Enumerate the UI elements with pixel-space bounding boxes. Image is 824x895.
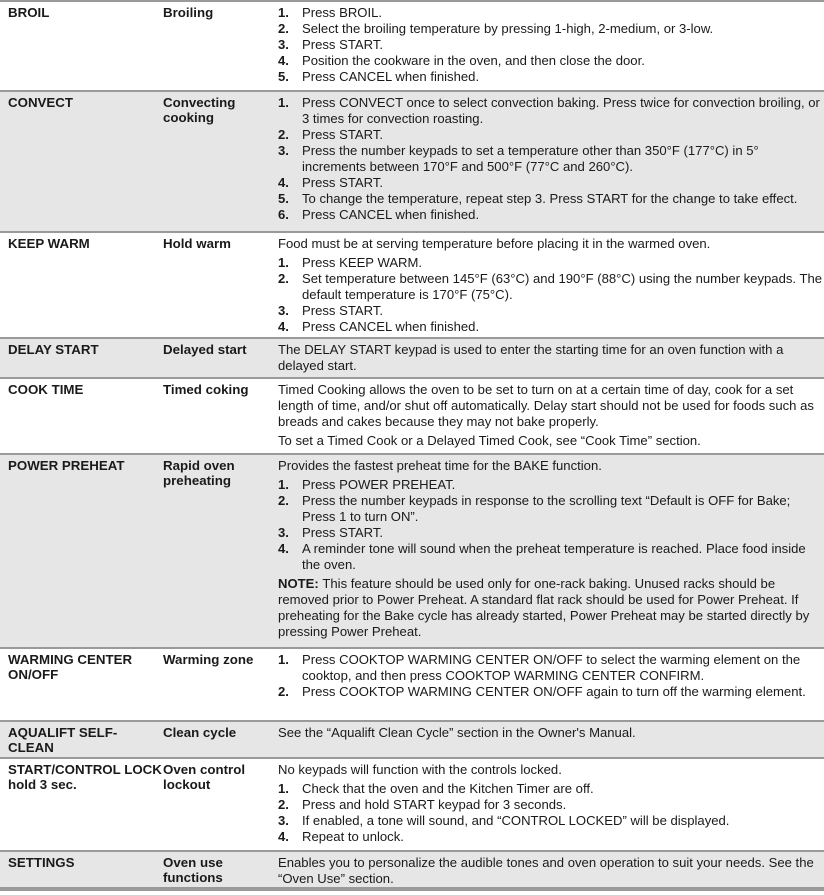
step-number: 2. (278, 127, 289, 142)
table-row (0, 0, 824, 90)
keypad-name: START/CONTROL LOCK hold 3 sec. (8, 762, 162, 792)
step-number: 2. (278, 493, 289, 508)
step-number: 1. (278, 781, 289, 796)
step-number: 6. (278, 207, 289, 222)
step-text: Press CANCEL when finished. (302, 319, 480, 334)
step-item (278, 652, 822, 684)
table-row (0, 647, 824, 720)
step-text: To change the temperature, repeat step 3. Press START for the change to take effect. (302, 191, 798, 206)
step-item (278, 781, 822, 797)
intro-text: The DELAY START keypad is used to enter the starting time for an oven function with a delayed start. (278, 342, 784, 373)
step-text: Press CANCEL when finished. (302, 207, 480, 222)
feature-name: Oven use functions (163, 855, 223, 885)
step-item (278, 525, 822, 541)
step-number: 4. (278, 829, 289, 844)
step-text: Set temperature between 145°F (63°C) and 190°F (88°C) using the number keypads. The default temperature is 170°F (75°C). (302, 271, 823, 302)
keypad-name: KEEP WARM (8, 236, 90, 251)
keypad-name: SETTINGS (8, 855, 75, 870)
instructions (270, 722, 824, 757)
steps-list (278, 781, 822, 845)
step-number: 2. (278, 21, 289, 36)
step-number: 1. (278, 255, 289, 270)
instructions (270, 233, 824, 337)
instructions (270, 649, 824, 720)
step-item (278, 5, 822, 21)
step-number: 2. (278, 271, 289, 286)
step-item (278, 37, 822, 53)
table-row (0, 90, 824, 231)
step-number: 2. (278, 797, 289, 812)
instructions (270, 92, 824, 231)
note-text: NOTE: This feature should be used only for one-rack baking. Unused racks should be removed prior to Power Preheat. A standard flat rack should be used for Power Preheat. If preheating for the Bake cycle has already started, Power Preheat may be started directly by pressing Power Preheat. (278, 576, 810, 639)
step-text: Press BROIL. (302, 5, 383, 20)
step-number: 4. (278, 319, 289, 334)
step-text: Press START. (302, 37, 384, 52)
step-item (278, 191, 822, 207)
step-item (278, 684, 822, 700)
step-item (278, 175, 822, 191)
step-item (278, 207, 822, 223)
table-row (0, 231, 824, 337)
step-item (278, 69, 822, 85)
keypad-name: BROIL (8, 5, 50, 20)
instructions (270, 339, 824, 377)
step-item (278, 303, 822, 319)
step-item (278, 829, 822, 845)
step-number: 4. (278, 541, 289, 556)
keypad-name: DELAY START (8, 342, 99, 357)
step-item (278, 477, 822, 493)
feature-name: Hold warm (163, 236, 231, 251)
step-text: Press START. (302, 303, 384, 318)
step-text: If enabled, a tone will sound, and “CONTROL LOCKED” will be displayed. (302, 813, 730, 828)
step-number: 5. (278, 191, 289, 206)
step-text: Press COOKTOP WARMING CENTER ON/OFF to select the warming element on the cooktop, and then press COOKTOP WARMING CENTER CONFIRM. (302, 652, 801, 683)
step-text: Press KEEP WARM. (302, 255, 423, 270)
step-number: 1. (278, 652, 289, 667)
instructions (270, 379, 824, 453)
step-number: 3. (278, 525, 289, 540)
step-text: Press CANCEL when finished. (302, 69, 480, 84)
keypad-name: WARMING CENTER ON/OFF (8, 652, 133, 682)
keypad-name: POWER PREHEAT (8, 458, 125, 473)
step-item (278, 797, 822, 813)
table-row (0, 453, 824, 647)
table-row (0, 850, 824, 887)
table-row (0, 337, 824, 377)
step-text: Press and hold START keypad for 3 seconds. (302, 797, 567, 812)
step-number: 3. (278, 813, 289, 828)
note-label: NOTE: (278, 576, 323, 591)
step-number: 4. (278, 53, 289, 68)
step-number: 1. (278, 5, 289, 20)
step-item (278, 53, 822, 69)
steps-list (278, 5, 822, 85)
intro-text: Food must be at serving temperature before placing it in the warmed oven. (278, 236, 711, 251)
step-item (278, 127, 822, 143)
step-text: Press POWER PREHEAT. (302, 477, 456, 492)
step-number: 3. (278, 143, 289, 158)
keypad-name: COOK TIME (8, 382, 84, 397)
step-text: Repeat to unlock. (302, 829, 404, 844)
intro-text: No keypads will function with the controls locked. (278, 762, 562, 777)
step-text: Position the cookware in the oven, and then close the door. (302, 53, 645, 68)
instructions (270, 455, 824, 647)
feature-name: Broiling (163, 5, 214, 20)
table-row (0, 720, 824, 757)
step-number: 4. (278, 175, 289, 190)
step-number: 3. (278, 37, 289, 52)
step-text: Press START. (302, 175, 384, 190)
intro-text: Provides the fastest preheat time for the BAKE function. (278, 458, 602, 473)
table-bottom-rule (0, 887, 824, 891)
step-item (278, 95, 822, 127)
intro-text: Timed Cooking allows the oven to be set to turn on at a certain time of day, cook for a set length of time, and/or shut off automatically. Delay start should not be used for foods such as breads and cakes because they may not bake properly. (278, 382, 814, 429)
note-text: To set a Timed Cook or a Delayed Timed Cook, see “Cook Time” section. (278, 433, 701, 448)
step-number: 1. (278, 477, 289, 492)
feature-name: Timed coking (163, 382, 249, 397)
step-text: Press CONVECT once to select convection baking. Press twice for convection broiling, or 3 times for convection roasting. (302, 95, 820, 126)
step-item (278, 255, 822, 271)
step-text: Press COOKTOP WARMING CENTER ON/OFF again to turn off the warming element. (302, 684, 806, 699)
instructions (270, 852, 824, 887)
step-text: Select the broiling temperature by pressing 1-high, 2-medium, or 3-low. (302, 21, 714, 36)
steps-list (278, 255, 822, 335)
step-number: 2. (278, 684, 289, 699)
feature-name: Rapid oven preheating (163, 458, 235, 488)
step-text: Press START. (302, 127, 384, 142)
step-item (278, 143, 822, 175)
feature-name: Clean cycle (163, 725, 237, 740)
feature-name: Delayed start (163, 342, 247, 357)
step-item (278, 271, 822, 303)
feature-name: Convecting cooking (163, 95, 236, 125)
step-text: A reminder tone will sound when the preheat temperature is reached. Place food inside the oven. (302, 541, 806, 572)
intro-text: Enables you to personalize the audible tones and oven operation to suit your needs. See the “Oven Use” section. (278, 855, 814, 886)
step-text: Check that the oven and the Kitchen Timer are off. (302, 781, 594, 796)
instructions (270, 759, 824, 850)
step-item (278, 493, 822, 525)
keypad-name: AQUALIFT SELF-CLEAN (8, 725, 118, 755)
step-number: 5. (278, 69, 289, 84)
step-text: Press the number keypads in response to the scrolling text “Default is OFF for Bake; Press 1 to turn ON”. (302, 493, 791, 524)
intro-text: See the “Aqualift Clean Cycle” section in the Owner's Manual. (278, 725, 636, 740)
steps-list (278, 477, 822, 573)
feature-name: Oven control lockout (163, 762, 246, 792)
step-number: 3. (278, 303, 289, 318)
steps-list (278, 95, 822, 223)
step-item (278, 541, 822, 573)
instructions (270, 2, 824, 90)
keypad-name: CONVECT (8, 95, 74, 110)
step-text: Press START. (302, 525, 384, 540)
step-text: Press the number keypads to set a temperature other than 350°F (177°C) in 5° increments between 170°F and 500°F (77°C and 260°C). (302, 143, 759, 174)
table-row (0, 377, 824, 453)
steps-list (278, 652, 822, 700)
table-row (0, 757, 824, 850)
step-item (278, 21, 822, 37)
feature-name: Warming zone (163, 652, 254, 667)
step-number: 1. (278, 95, 289, 110)
step-item (278, 813, 822, 829)
step-item (278, 319, 822, 335)
